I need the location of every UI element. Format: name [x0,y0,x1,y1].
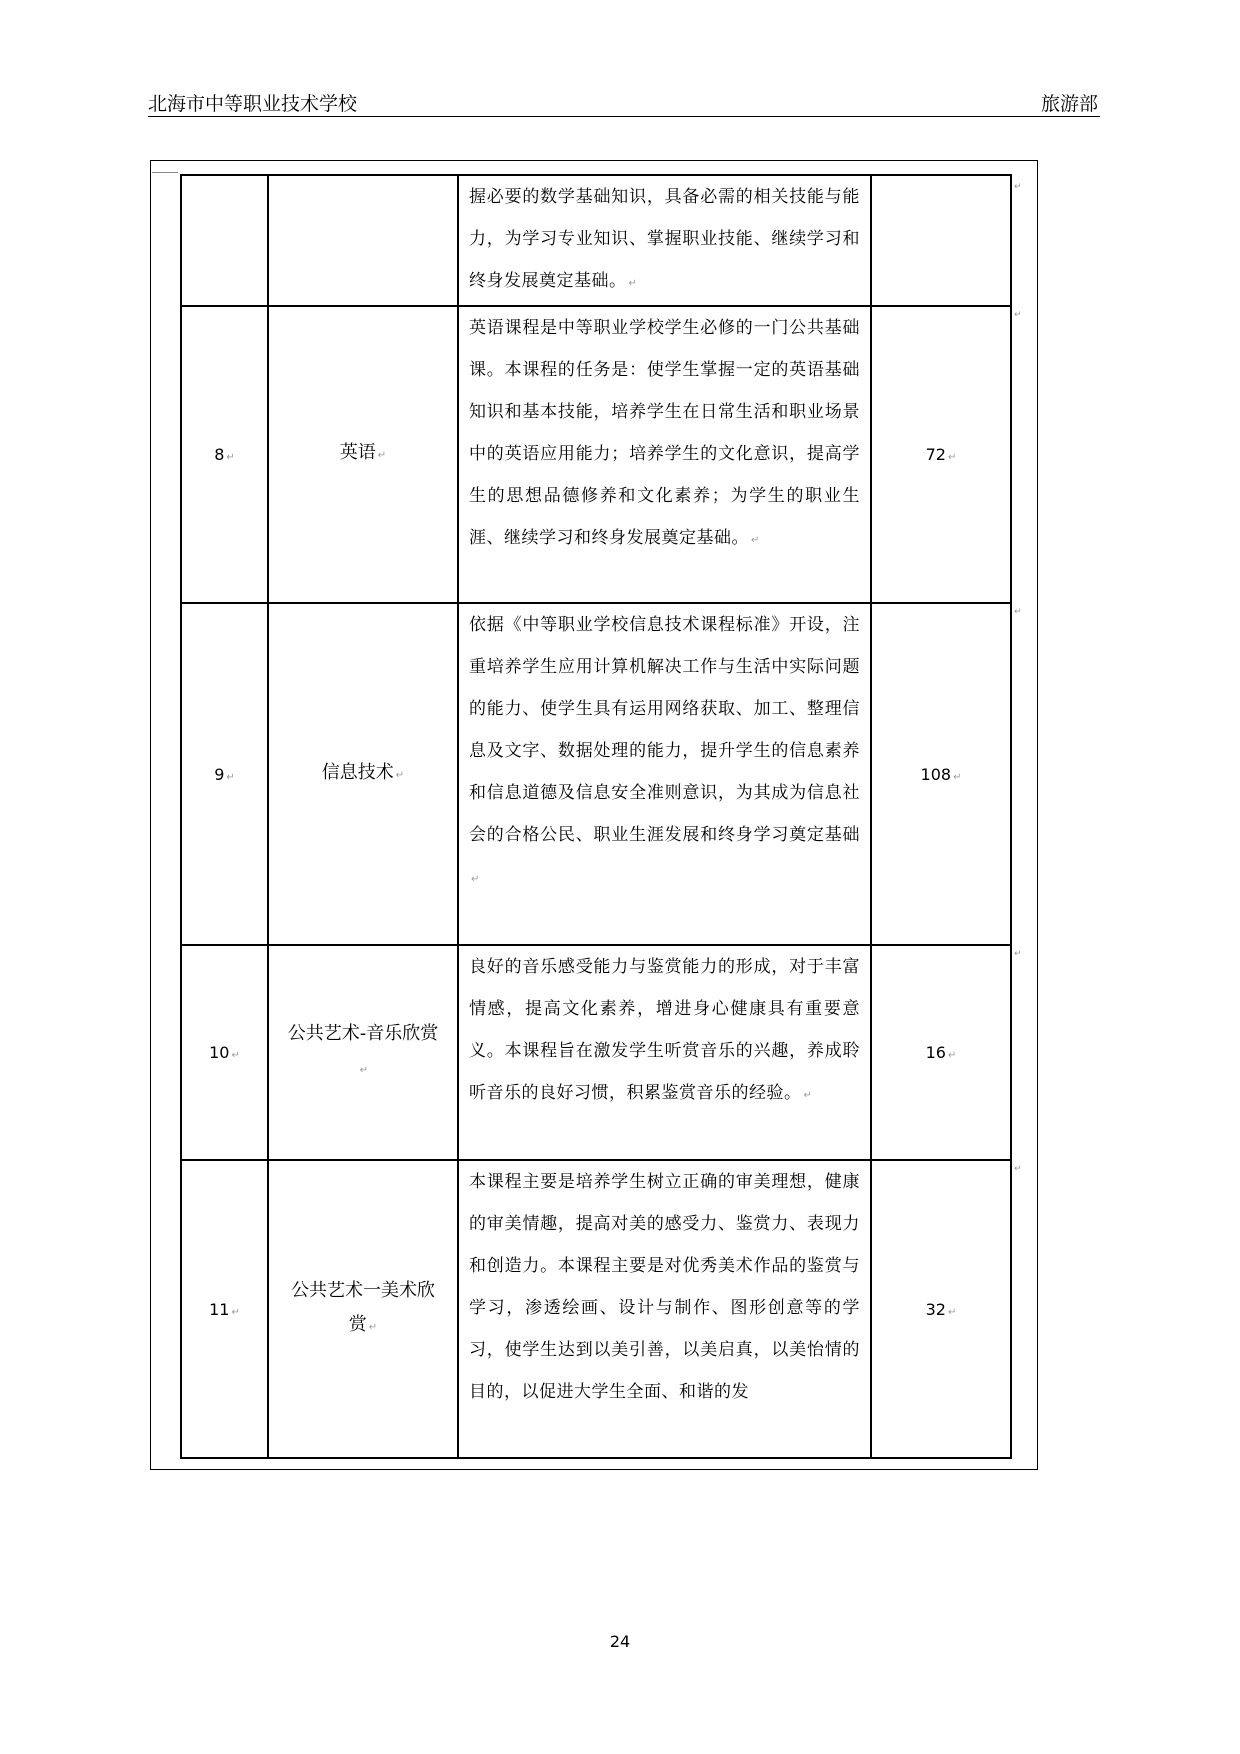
paragraph-mark: ↵ [1014,949,1022,959]
table-row [181,603,1011,945]
course-number-cell [181,175,268,306]
course-name-cell: 英语 ↵ [268,306,458,603]
course-hours-cell: 16 ↵ [871,945,1011,1160]
course-description-cell: 英语课程是中等职业学校学生必修的一门公共基础课。本课程的任务是：使学生掌握一定的英语基础知识和基本技能，培养学生在日常生活和职业场景中的英语应用能力；培养学生的文化意识，提高学生的思想品德修养和文化素养；为学生的职业生涯、继续学习和终身发展奠定基础。 ↵ [458,306,871,603]
course-number-cell: 11 ↵ [181,1160,268,1458]
course-hours-cell: 32 ↵ [871,1160,1011,1458]
course-name-cell [268,175,458,306]
course-description-cell: 握必要的数学基础知识，具备必需的相关技能与能力，为学习专业知识、掌握职业技能、继续学习和终身发展奠定基础。 ↵ [458,175,871,306]
page-number: 24 [609,1632,631,1651]
course-hours-cell [871,175,1011,306]
course-hours-cell: 108 ↵ [871,603,1011,945]
course-name-cell: 公共艺术-音乐欣赏↵ [268,945,458,1160]
course-description-cell: 良好的音乐感受能力与鉴赏能力的形成，对于丰富情感，提高文化素养，增进身心健康具有重要意义。本课程旨在激发学生听赏音乐的兴趣，养成聆听音乐的良好习惯，积累鉴赏音乐的经验。 ↵ [458,945,871,1160]
table-row [181,945,1011,1160]
course-number-cell: 10 ↵ [181,945,268,1160]
table-row [181,175,1011,306]
course-name-cell: 信息技术 ↵ [268,603,458,945]
table-row [181,306,1011,603]
course-description-cell: 依据《中等职业学校信息技术课程标准》开设，注重培养学生应用计算机解决工作与生活中实际问题的能力、使学生具有运用网络获取、加工、整理信息及文字、数据处理的能力，提升学生的信息素养和信息道德及信息安全准则意识，为其成为信息社会的合格公民、职业生涯发展和终身学习奠定基础↵ [458,603,871,945]
table-row [181,1160,1011,1458]
course-table [180,174,1012,1459]
department-name: 旅游部 [1040,93,1098,115]
paragraph-mark: ↵ [1014,182,1022,192]
paragraph-mark: ↵ [1014,310,1022,320]
course-name-cell: 公共艺术一美术欣赏 ↵ [268,1160,458,1458]
table-corner-mark [152,172,178,173]
paragraph-mark: ↵ [1014,607,1022,617]
paragraph-mark: ↵ [1014,1164,1022,1174]
course-description-cell: 本课程主要是培养学生树立正确的审美理想，健康的审美情趣，提高对美的感受力、鉴赏力、表现力和创造力。本课程主要是对优秀美术作品的鉴赏与学习，渗透绘画、设计与制作、图形创意等的学习，使学生达到以美引善，以美启真，以美怡情的目的，以促进大学生全面、和谐的发 [458,1160,871,1458]
course-number-cell: 9 ↵ [181,603,268,945]
school-name: 北海市中等职业技术学校 [148,93,358,115]
page-header [148,86,1100,117]
course-hours-cell: 72 ↵ [871,306,1011,603]
course-number-cell: 8 ↵ [181,306,268,603]
